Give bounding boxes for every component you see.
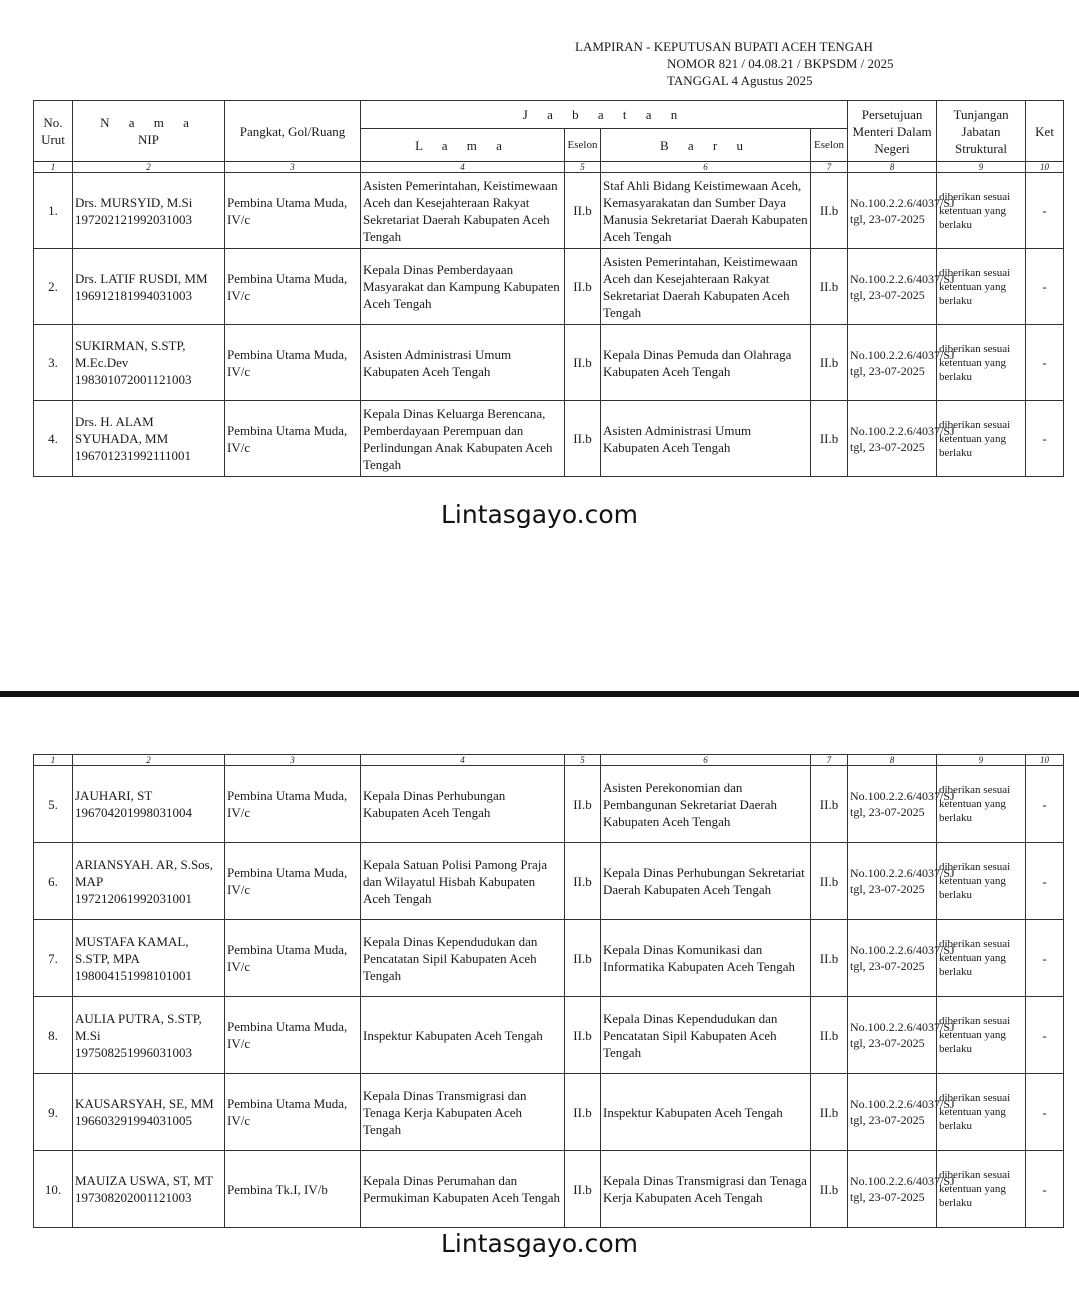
row-number: 2. [34, 249, 73, 325]
row-ket: - [1026, 766, 1064, 843]
row-jabatan-baru: Asisten Perekonomian dan Pembangunan Sekretariat Daerah Kabupaten Aceh Tengah [601, 766, 811, 843]
col-eselon-lama: Eselon [565, 129, 601, 162]
row-nama: AULIA PUTRA, S.STP, M.Si [75, 1010, 202, 1043]
row-nip: 198301072001121003 [75, 372, 192, 387]
table-row [34, 997, 1064, 1074]
row-jabatan-lama: Inspektur Kabupaten Aceh Tengah [361, 997, 565, 1074]
row-persetujuan: No.100.2.2.6/4037/SJ tgl, 23-07-2025 [848, 401, 937, 477]
col-jabatan: J a b a t a n [361, 101, 848, 129]
table-row [34, 766, 1064, 843]
row-eselon-lama: II.b [565, 1151, 601, 1228]
row-jabatan-baru: Asisten Pemerintahan, Keistimewaan Aceh dan Kesejahteraan Rakyat Sekretariat Daerah Kabupaten Aceh Tengah [601, 249, 811, 325]
row-eselon-lama: II.b [565, 325, 601, 401]
row-tunjangan: diberikan sesuai ketentuan yang berlaku [937, 249, 1026, 325]
col-baru: B a r u [601, 129, 811, 162]
table-row [34, 325, 1064, 401]
row-eselon-baru: II.b [811, 173, 848, 249]
col-ket: Ket [1026, 101, 1064, 162]
row-eselon-baru: II.b [811, 1151, 848, 1228]
page-separator [0, 691, 1079, 697]
row-eselon-baru: II.b [811, 766, 848, 843]
row-jabatan-baru: Kepala Dinas Transmigrasi dan Tenaga Kerja Kabupaten Aceh Tengah [601, 1151, 811, 1228]
row-pangkat: Pembina Utama Muda, IV/c [225, 249, 361, 325]
row-persetujuan: No.100.2.2.6/4037/SJ tgl, 23-07-2025 [848, 843, 937, 920]
row-nama: JAUHARI, ST [75, 788, 153, 803]
row-ket: - [1026, 249, 1064, 325]
row-pangkat: Pembina Utama Muda, IV/c [225, 920, 361, 997]
col-eselon-baru: Eselon [811, 129, 848, 162]
row-jabatan-lama: Kepala Satuan Polisi Pamong Praja dan Wilayatul Hisbah Kabupaten Aceh Tengah [361, 843, 565, 920]
row-tunjangan: diberikan sesuai ketentuan yang berlaku [937, 1074, 1026, 1151]
col-no-urut: No. Urut [34, 101, 73, 162]
table-row [34, 1151, 1064, 1228]
row-ket: - [1026, 920, 1064, 997]
row-eselon-lama: II.b [565, 1074, 601, 1151]
row-tunjangan: diberikan sesuai ketentuan yang berlaku [937, 173, 1026, 249]
row-pangkat: Pembina Utama Muda, IV/c [225, 766, 361, 843]
watermark-top: Lintasgayo.com [440, 500, 639, 529]
row-eselon-lama: II.b [565, 173, 601, 249]
row-nip: 197212061992031001 [75, 890, 192, 906]
row-pangkat: Pembina Tk.I, IV/b [225, 1151, 361, 1228]
row-eselon-lama: II.b [565, 401, 601, 477]
row-number: 4. [34, 401, 73, 477]
header-line-lampiran: LAMPIRAN - KEPUTUSAN BUPATI ACEH TENGAH [575, 39, 873, 54]
row-jabatan-lama: Kepala Dinas Transmigrasi dan Tenaga Kerja Kabupaten Aceh Tengah [361, 1074, 565, 1151]
row-pangkat: Pembina Utama Muda, IV/c [225, 843, 361, 920]
row-nama: MAUIZA USWA, ST, MT [75, 1173, 214, 1188]
row-eselon-baru: II.b [811, 249, 848, 325]
row-ket: - [1026, 997, 1064, 1074]
row-tunjangan: diberikan sesuai ketentuan yang berlaku [937, 1151, 1026, 1228]
row-nip: 197308202001121003 [75, 1190, 192, 1205]
row-eselon-baru: II.b [811, 1074, 848, 1151]
row-nip: 198004151998101001 [75, 967, 192, 983]
row-jabatan-baru: Staf Ahli Bidang Keistimewaan Aceh, Kemasyarakatan dan Sumber Daya Manusia Sekretariat Daerah Kabupaten Aceh Tengah [601, 173, 811, 249]
row-nama-nip [73, 325, 225, 401]
row-number: 5. [34, 766, 73, 843]
row-persetujuan: No.100.2.2.6/4037/SJ tgl, 23-07-2025 [848, 173, 937, 249]
column-number-row: 1 2 3 4 5 6 7 8 9 10 [34, 162, 1064, 173]
row-nip: 196704201998031004 [75, 805, 192, 820]
row-number: 1. [34, 173, 73, 249]
row-jabatan-baru: Kepala Dinas Pemuda dan Olahraga Kabupaten Aceh Tengah [601, 325, 811, 401]
row-tunjangan: diberikan sesuai ketentuan yang berlaku [937, 766, 1026, 843]
row-nama: MUSTAFA KAMAL, S.STP, MPA [75, 933, 189, 966]
row-persetujuan: No.100.2.2.6/4037/SJ tgl, 23-07-2025 [848, 1074, 937, 1151]
row-nama-nip [73, 843, 225, 920]
row-number: 8. [34, 997, 73, 1074]
row-nama: Drs. MURSYID, M.Si [75, 194, 193, 210]
row-jabatan-baru: Kepala Dinas Komunikasi dan Informatika Kabupaten Aceh Tengah [601, 920, 811, 997]
row-eselon-baru: II.b [811, 997, 848, 1074]
row-eselon-lama: II.b [565, 766, 601, 843]
row-persetujuan: No.100.2.2.6/4037/SJ tgl, 23-07-2025 [848, 766, 937, 843]
row-ket: - [1026, 843, 1064, 920]
table-row [34, 920, 1064, 997]
row-persetujuan: No.100.2.2.6/4037/SJ tgl, 23-07-2025 [848, 997, 937, 1074]
row-eselon-lama: II.b [565, 843, 601, 920]
row-nama: KAUSARSYAH, SE, MM [75, 1096, 214, 1111]
row-jabatan-baru: Inspektur Kabupaten Aceh Tengah [601, 1074, 811, 1151]
row-nama: ARIANSYAH. AR, S.Sos, MAP [75, 856, 213, 889]
row-nama-nip [73, 401, 225, 477]
col-lama: L a m a [361, 129, 565, 162]
row-pangkat: Pembina Utama Muda, IV/c [225, 325, 361, 401]
table-row [34, 1074, 1064, 1151]
row-number: 9. [34, 1074, 73, 1151]
row-nama-nip [73, 997, 225, 1074]
row-nip: 197202121992031003 [75, 211, 192, 227]
row-persetujuan: No.100.2.2.6/4037/SJ tgl, 23-07-2025 [848, 920, 937, 997]
row-nip: 196912181994031003 [75, 287, 192, 303]
row-number: 6. [34, 843, 73, 920]
row-eselon-baru: II.b [811, 401, 848, 477]
row-eselon-lama: II.b [565, 997, 601, 1074]
row-tunjangan: diberikan sesuai ketentuan yang berlaku [937, 843, 1026, 920]
row-jabatan-lama: Kepala Dinas Keluarga Berencana, Pemberdayaan Perempuan dan Perlindungan Anak Kabupaten Aceh Tengah [361, 401, 565, 477]
row-nip: 196701231992111001 [75, 448, 192, 463]
row-ket: - [1026, 401, 1064, 477]
row-pangkat: Pembina Utama Muda, IV/c [225, 1074, 361, 1151]
row-nama-nip [73, 920, 225, 997]
row-tunjangan: diberikan sesuai ketentuan yang berlaku [937, 325, 1026, 401]
row-tunjangan: diberikan sesuai ketentuan yang berlaku [937, 401, 1026, 477]
row-jabatan-lama: Asisten Pemerintahan, Keistimewaan Aceh dan Kesejahteraan Rakyat Sekretariat Daerah Kabupaten Aceh Tengah [361, 173, 565, 249]
row-persetujuan: No.100.2.2.6/4037/SJ tgl, 23-07-2025 [848, 1151, 937, 1228]
row-pangkat: Pembina Utama Muda, IV/c [225, 997, 361, 1074]
row-tunjangan: diberikan sesuai ketentuan yang berlaku [937, 920, 1026, 997]
table-row [34, 173, 1064, 249]
row-ket: - [1026, 1074, 1064, 1151]
header-line-nomor: NOMOR 821 / 04.08.21 / BKPSDM / 2025 [667, 56, 894, 71]
row-jabatan-lama: Kepala Dinas Pemberdayaan Masyarakat dan Kampung Kabupaten Aceh Tengah [361, 249, 565, 325]
row-jabatan-baru: Kepala Dinas Perhubungan Sekretariat Daerah Kabupaten Aceh Tengah [601, 843, 811, 920]
row-nama: SUKIRMAN, S.STP, M.Ec.Dev [75, 338, 186, 370]
row-nama-nip [73, 1074, 225, 1151]
row-nama-nip [73, 249, 225, 325]
row-nama-nip [73, 766, 225, 843]
row-eselon-baru: II.b [811, 843, 848, 920]
col-persetujuan: Persetujuan Menteri Dalam Negeri [848, 101, 937, 162]
row-pangkat: Pembina Utama Muda, IV/c [225, 401, 361, 477]
row-eselon-lama: II.b [565, 920, 601, 997]
col-pangkat: Pangkat, Gol/Ruang [225, 101, 361, 162]
row-nama: Drs. LATIF RUSDI, MM [75, 270, 208, 286]
row-ket: - [1026, 325, 1064, 401]
row-number: 3. [34, 325, 73, 401]
table-row [34, 249, 1064, 325]
header-line-tanggal: TANGGAL 4 Agustus 2025 [667, 73, 813, 88]
row-tunjangan: diberikan sesuai ketentuan yang berlaku [937, 997, 1026, 1074]
appointment-table-page-2 [33, 754, 1064, 1228]
row-persetujuan: No.100.2.2.6/4037/SJ tgl, 23-07-2025 [848, 325, 937, 401]
row-number: 10. [34, 1151, 73, 1228]
row-jabatan-baru: Kepala Dinas Kependudukan dan Pencatatan Sipil Kabupaten Aceh Tengah [601, 997, 811, 1074]
row-number: 7. [34, 920, 73, 997]
table-row [34, 843, 1064, 920]
appointment-table-page-1 [33, 100, 1064, 477]
watermark-bottom: Lintasgayo.com [440, 1229, 639, 1258]
row-nama-nip [73, 173, 225, 249]
row-jabatan-baru: Asisten Administrasi Umum Kabupaten Aceh Tengah [601, 401, 811, 477]
row-ket: - [1026, 173, 1064, 249]
table-row [34, 401, 1064, 477]
row-jabatan-lama: Kepala Dinas Perumahan dan Permukiman Kabupaten Aceh Tengah [361, 1151, 565, 1228]
row-jabatan-lama: Kepala Dinas Perhubungan Kabupaten Aceh Tengah [361, 766, 565, 843]
row-persetujuan: No.100.2.2.6/4037/SJ tgl, 23-07-2025 [848, 249, 937, 325]
column-number-row: 1 2 3 4 5 6 7 8 9 10 [34, 755, 1064, 766]
row-nama-nip [73, 1151, 225, 1228]
row-eselon-lama: II.b [565, 249, 601, 325]
row-nama: Drs. H. ALAM SYUHADA, MM [75, 414, 169, 446]
row-pangkat: Pembina Utama Muda, IV/c [225, 173, 361, 249]
row-ket: - [1026, 1151, 1064, 1228]
col-tunjangan: Tunjangan Jabatan Struktural [937, 101, 1026, 162]
row-nip: 197508251996031003 [75, 1044, 192, 1060]
row-jabatan-lama: Asisten Administrasi Umum Kabupaten Aceh Tengah [361, 325, 565, 401]
row-eselon-baru: II.b [811, 325, 848, 401]
row-jabatan-lama: Kepala Dinas Kependudukan dan Pencatatan Sipil Kabupaten Aceh Tengah [361, 920, 565, 997]
document-header [575, 38, 893, 89]
row-nip: 196603291994031005 [75, 1113, 192, 1128]
col-nama-nip: N a m a NIP [73, 101, 225, 162]
row-eselon-baru: II.b [811, 920, 848, 997]
